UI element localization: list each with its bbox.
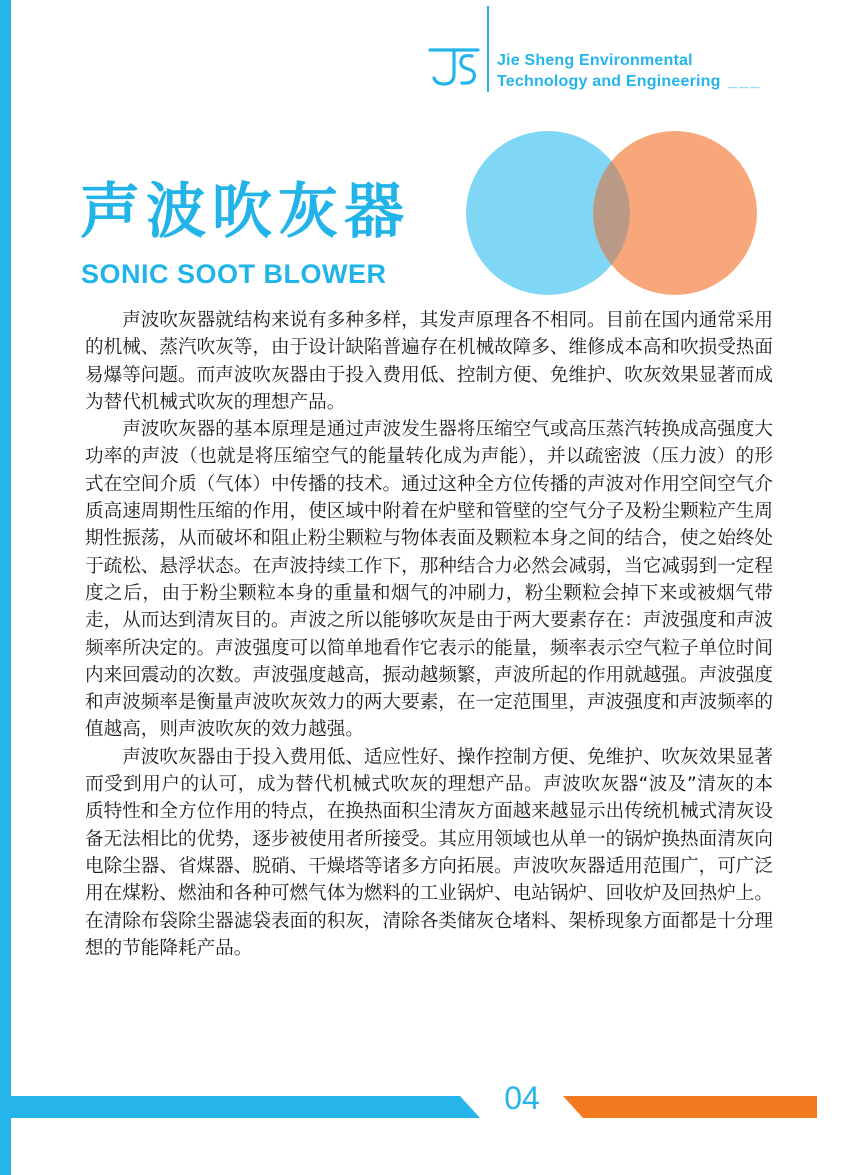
company-logo-icon (424, 40, 484, 90)
left-accent-bar (0, 0, 11, 1175)
body-text (85, 307, 773, 962)
company-name-line-1: Jie Sheng Environmental (497, 52, 693, 69)
company-name (497, 50, 761, 92)
paragraph-3: 声波吹灰器由于投入费用低、适应性好、操作控制方便、免维护、吹灰效果显著而受到用户的认可，成为替代机械式吹灰的理想产品。声波吹灰器“波及”清灰的本质特性和全方位作用的特点，在换热面积尘清灰方面越来越显示出传统机械式清灰设备无法相比的优势，逐步被使用者所接受。其应用领域也从单一的锅炉换热面清灰向电除尘器、省煤器、脱硝、干燥塔等诸多方向拓展。声波吹灰器适用范围广，可广泛用在煤粉、燃油和各种可燃气体为燃料的工业锅炉、电站锅炉、回收炉及回热炉上。在清除布袋除尘器滤袋表面的积灰，清除各类储灰仓堵料、架桥现象方面都是十分理想的节能降耗产品。 (85, 746, 773, 959)
company-name-dash: ___ (728, 73, 762, 90)
company-name-line-2 (497, 71, 761, 92)
footer-orange-bar (563, 1096, 817, 1118)
page-number: 04 (504, 1080, 540, 1116)
company-name-line-2-text: Technology and Engineering (497, 73, 721, 90)
page-title-chinese: 声波吹灰器 (80, 177, 410, 247)
paragraph-2: 声波吹灰器的基本原理是通过声波发生器将压缩空气或高压蒸汽转换成高强度大功率的声波（也就是将压缩空气的能量转化成为声能），并以疏密波（压力波）的形式在空间介质（气体）中传播的技术。通过这种全方位传播的声波对作用空间空气介质高速周期性压缩的作用，使区域中附着在炉壁和管壁的空气分子及粉尘颗粒产生周期性振荡，从而破坏和阻止粉尘颗粒与物体表面及颗粒本身之间的结合，使之始终处于疏松、悬浮状态。在声波持续工作下，那种结合力必然会减弱，当它减弱到一定程度之后，由于粉尘颗粒本身的重量和烟气的冲刷力，粉尘颗粒会掉下来或被烟气带走，从而达到清灰目的。声波之所以能够吹灰是由于两大要素存在：声波强度和声波频率所决定的。声波强度可以简单地看作它表示的能量，频率表示空气粒子单位时间内来回震动的次数。声波强度越高，振动越频繁，声波所起的作用就越强。声波强度和声波频率是衡量声波吹灰效力的两大要素，在一定范围里，声波强度和声波频率的值越高，则声波吹灰的效力越强。 (85, 419, 773, 741)
page-title-english: SONIC SOOT BLOWER (81, 259, 387, 289)
header-divider (487, 6, 489, 92)
paragraph-1: 声波吹灰器就结构来说有多种多样，其发声原理各不相同。目前在国内通常采用的机械、蒸汽吹灰等，由于设计缺陷普遍存在机械故障多、维修成本高和吹损受热面易爆等问题。而声波吹灰器由于投入费用低、控制方便、免维护、吹灰效果显著而成为替代机械式吹灰的理想产品。 (85, 310, 773, 413)
decorative-circles (460, 130, 765, 296)
footer-blue-bar (0, 1096, 480, 1118)
